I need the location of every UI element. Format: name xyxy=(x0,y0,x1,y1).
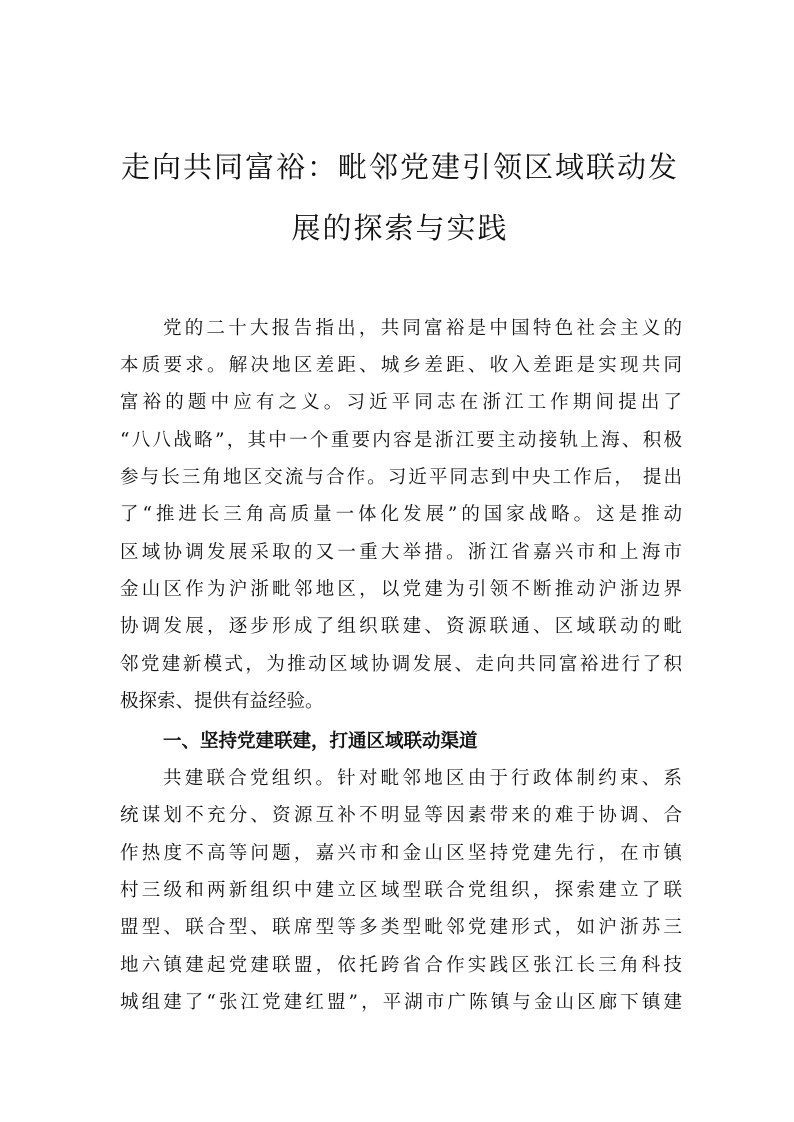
paragraph-line: 区域协调发展采取的又一重大举措。浙江省嘉兴市和上海市 xyxy=(120,542,682,563)
paragraph-line: 本质要求。解决地区差距、城乡差距、收入差距是实现共同 xyxy=(120,355,682,376)
paragraph-line: 富裕的题中应有之义。习近平同志在浙江工作期间提出了 xyxy=(120,392,682,413)
document-title-line-2: 展的探索与实践 xyxy=(291,211,509,245)
paragraph-line: 了“推进长三角高质量一体化发展”的国家战略。这是推动 xyxy=(120,504,682,525)
paragraph-line: 参与长三角地区交流与合作。习近平同志到中央工作后， 提出 xyxy=(120,467,682,488)
paragraph-line: 地六镇建起党建联盟，依托跨省合作实践区张江长三角科技 xyxy=(120,955,682,976)
section-heading: 一、坚持党建联建，打通区域联动渠道 xyxy=(163,731,478,752)
paragraph-line: 党的二十大报告指出，共同富裕是中国特色社会主义的 xyxy=(163,318,682,339)
paragraph-line: 盟型、联合型、联席型等多类型毗邻党建形式，如沪浙苏三 xyxy=(120,917,682,938)
paragraph-line: 邻党建新模式，为推动区域协调发展、走向共同富裕进行了积 xyxy=(120,654,682,675)
paragraph-line: 共建联合党组织。针对毗邻地区由于行政体制约束、系 xyxy=(163,768,682,789)
paragraph-line: 统谋划不充分、资源互补不明显等因素带来的难于协调、合 xyxy=(120,805,682,826)
paragraph-line: 村三级和两新组织中建立区域型联合党组织，探索建立了联 xyxy=(120,880,682,901)
paragraph-line: 协调发展，逐步形成了组织联建、资源联通、区域联动的毗 xyxy=(120,616,682,637)
paragraph-line: 作热度不高等问题，嘉兴市和金山区坚持党建先行，在市镇 xyxy=(120,843,682,864)
document-title-line-1: 走向共同富裕：毗邻党建引领区域联动发 xyxy=(120,150,679,184)
paragraph-line: 极探索、提供有益经验。 xyxy=(120,691,324,712)
paragraph-line: 金山区作为沪浙毗邻地区，以党建为引领不断推动沪浙边界 xyxy=(120,579,682,600)
paragraph-line: “八八战略”，其中一个重要内容是浙江要主动接轨上海、积极 xyxy=(120,430,682,451)
paragraph-line: 城组建了“张江党建红盟”，平湖市广陈镇与金山区廊下镇建 xyxy=(120,992,682,1013)
